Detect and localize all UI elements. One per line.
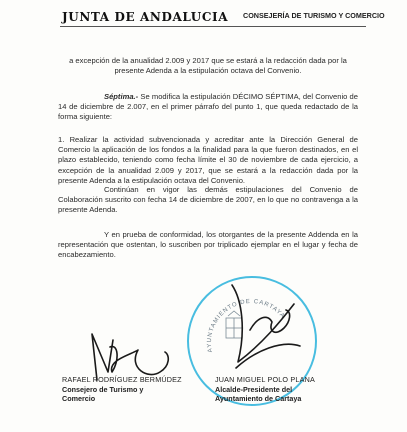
- paragraph-4: Continúan en vigor las demás estipulaciones del Convenio de Colaboración suscrito con fecha 14 de diciembre de 2007, en lo que no contravenga a la presente Adenda.: [58, 185, 358, 215]
- stamp-crest-icon: [226, 311, 242, 338]
- clause-label: Séptima.-: [104, 92, 139, 101]
- signer-role-left-2: Comercio: [62, 394, 96, 404]
- signer-name-right: JUAN MIGUEL POLO PLANA: [215, 375, 315, 384]
- left-signature: [92, 334, 168, 380]
- header-department: CONSEJERÍA DE TURISMO Y COMERCIO: [243, 11, 385, 20]
- right-signature: [232, 285, 300, 368]
- signer-name-left: RAFAEL RODRÍGUEZ BERMÚDEZ: [62, 375, 182, 384]
- signer-role-left-1: Consejero de Turismo y: [62, 384, 144, 394]
- signature-block-right: [215, 375, 315, 404]
- svg-text:AYUNTAMIENTO DE CARTAYA: [207, 299, 286, 353]
- paragraph-1: a excepción de la anualidad 2.009 y 2017 que se estará a la redacción dada por la presente Adenda a la estipulación octava del Convenio.: [69, 56, 347, 76]
- signer-role-right-2: Ayuntamiento de Cartaya: [215, 394, 302, 404]
- signature-block-left: [62, 375, 182, 404]
- paragraph-5: Y en prueba de conformidad, los otorgantes de la presente Addenda en la representación que ostentan, lo suscriben por triplicado ejemplar en el lugar y fecha de encabezamiento.: [58, 230, 358, 260]
- paragraph-3: 1. Realizar la actividad subvencionada y acreditar ante la Dirección General de Comercio la aplicación de los fondos a la finalidad para la que fueron destinados, en el plazo establecido, teniendo como fecha límite el 30 de noviembre de cada ejercicio, a excepción de la anualidad 2.009 y 2017, que se estará a la redacción dada por la presente Adenda a la estipulación octava del Convenio.: [58, 135, 358, 185]
- header-institution: JUNTA DE ANDALUCIA: [62, 10, 229, 24]
- stamp-text: AYUNTAMIENTO DE CARTAYA: [206, 298, 286, 353]
- signer-role-right-1: Alcalde-Presidente del: [215, 384, 293, 394]
- clause-text: Se modifica la estipulación DÉCIMO SÉPTIMA, del Convenio de 14 de diciembre de 2.007, en el primer párrafo del punto 1, que queda redactado de la forma siguiente:: [58, 92, 358, 122]
